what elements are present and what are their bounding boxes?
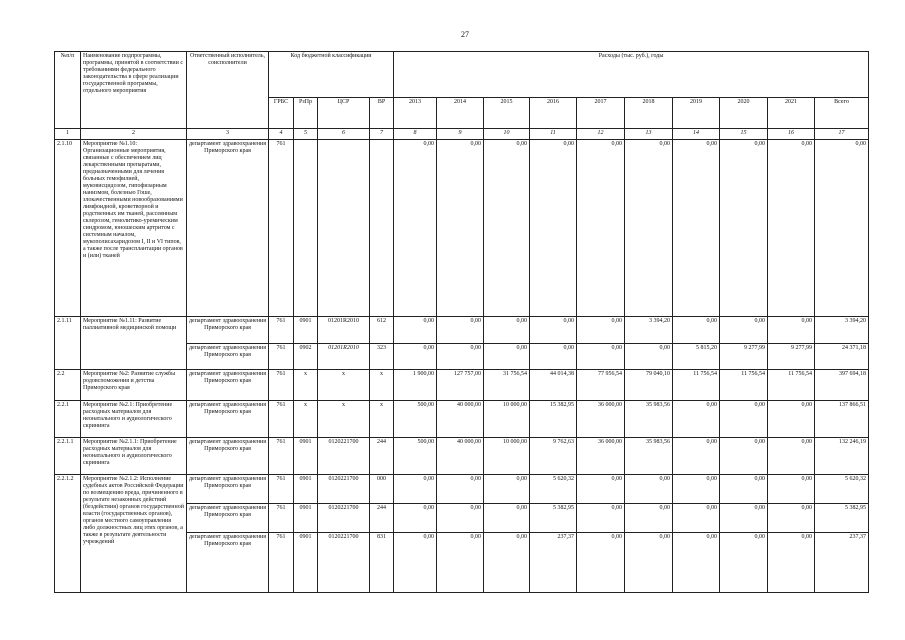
header-executor: Ответственный исполнитель, соисполнители	[187, 52, 269, 129]
col-index: 10	[484, 129, 530, 140]
col-index: 17	[815, 129, 869, 140]
row-executor: департамент здравоохранения Приморского края	[187, 344, 269, 370]
row-name: Мероприятие №2: Развитие службы родовспоможения и детства Приморского края	[81, 370, 187, 401]
row-grbs: 761	[269, 370, 294, 401]
col-index: 14	[673, 129, 720, 140]
col-index: 6	[318, 129, 370, 140]
row-value: 237,37	[530, 533, 577, 593]
row-grbs: 761	[269, 438, 294, 475]
row-rzpr: х	[294, 370, 318, 401]
row-vr: х	[370, 370, 394, 401]
col-index: 12	[577, 129, 625, 140]
row-value: 3 394,20	[815, 317, 869, 344]
budget-table	[54, 51, 869, 593]
row-rzpr: 0901	[294, 533, 318, 593]
row-value: 127 757,00	[437, 370, 484, 401]
row-csr: 0120221700	[318, 438, 370, 475]
header-year: 2014	[437, 98, 484, 129]
row-value: 0,00	[484, 504, 530, 533]
row-vr: 612	[370, 317, 394, 344]
header-year: 2015	[484, 98, 530, 129]
row-rzpr: 0901	[294, 317, 318, 344]
row-vr: 831	[370, 533, 394, 593]
row-value: 10 000,00	[484, 438, 530, 475]
row-num: 2.1.10	[55, 140, 81, 317]
col-index: 2	[81, 129, 187, 140]
row-executor: департамент здравоохранения Приморского края	[187, 140, 269, 317]
col-index: 7	[370, 129, 394, 140]
row-value: 0,00	[768, 504, 815, 533]
row-value: 0,00	[673, 401, 720, 438]
row-value: 0,00	[673, 438, 720, 475]
row-value: 31 756,54	[484, 370, 530, 401]
row-value: 0,00	[625, 344, 673, 370]
col-index: 5	[294, 129, 318, 140]
header-year: 2013	[394, 98, 437, 129]
row-value: 0,00	[577, 533, 625, 593]
row-value: 0,00	[720, 533, 768, 593]
row-value: 40 000,00	[437, 438, 484, 475]
row-value: 0,00	[577, 344, 625, 370]
row-value: 0,00	[530, 140, 577, 317]
row-value: 0,00	[437, 344, 484, 370]
row-value: 3 394,20	[625, 317, 673, 344]
table-row	[55, 370, 869, 401]
row-grbs: 761	[269, 504, 294, 533]
row-num: 2.2.1.1	[55, 438, 81, 475]
row-value: 0,00	[720, 401, 768, 438]
row-value: 11 756,54	[768, 370, 815, 401]
row-value: 0,00	[577, 475, 625, 504]
row-value: 15 382,95	[530, 401, 577, 438]
row-csr: 01201R2010	[318, 317, 370, 344]
row-rzpr	[294, 140, 318, 317]
row-value: 0,00	[673, 533, 720, 593]
row-name: Мероприятие №2.1.1: Приобретение расходных материалов для неонатального и аудиологического скрининга	[81, 438, 187, 475]
row-name: Мероприятие №2.1.2: Исполнение судебных актов Российской Федерации по возмещению вреда, причиненного в результате незаконных действий (бездействия) органов государственной власти (государственных органов), органов местного самоуправления либо должностных лиц этих органов, а также в результате деятельности учреждений	[81, 475, 187, 593]
row-value: 0,00	[437, 533, 484, 593]
row-value: 0,00	[577, 504, 625, 533]
row-value: 0,00	[720, 317, 768, 344]
row-value: 0,00	[394, 533, 437, 593]
row-value: 5 620,32	[530, 475, 577, 504]
row-csr: 0120221700	[318, 475, 370, 504]
row-value: 5 382,95	[530, 504, 577, 533]
header-year: 2021	[768, 98, 815, 129]
row-grbs: 761	[269, 344, 294, 370]
row-value: 0,00	[394, 317, 437, 344]
row-value: 0,00	[815, 140, 869, 317]
row-value: 237,37	[815, 533, 869, 593]
row-value: 10 000,00	[484, 401, 530, 438]
row-vr: 323	[370, 344, 394, 370]
col-index: 16	[768, 129, 815, 140]
row-value: 44 014,38	[530, 370, 577, 401]
page-number: 27	[461, 30, 469, 39]
row-executor: департамент здравоохранения Приморского края	[187, 401, 269, 438]
row-value: 0,00	[577, 140, 625, 317]
row-value: 0,00	[673, 317, 720, 344]
header-total: Всего	[815, 98, 869, 129]
row-value: 0,00	[768, 533, 815, 593]
row-executor: департамент здравоохранения Приморского края	[187, 504, 269, 533]
row-value: 24 371,18	[815, 344, 869, 370]
row-num: 2.2	[55, 370, 81, 401]
table-row	[55, 401, 869, 438]
table-row	[55, 140, 869, 317]
header-grbs: ГРБС	[269, 98, 294, 129]
row-value: 35 983,56	[625, 401, 673, 438]
row-vr	[370, 140, 394, 317]
row-vr: 244	[370, 438, 394, 475]
row-value: 0,00	[673, 504, 720, 533]
header-rzpr: РзПр	[294, 98, 318, 129]
row-grbs: 761	[269, 317, 294, 344]
row-value: 500,00	[394, 438, 437, 475]
header-year: 2017	[577, 98, 625, 129]
row-csr	[318, 140, 370, 317]
row-value: 77 956,54	[577, 370, 625, 401]
row-value: 0,00	[484, 475, 530, 504]
col-index: 1	[55, 129, 81, 140]
row-value: 0,00	[720, 475, 768, 504]
row-value: 0,00	[484, 533, 530, 593]
row-value: 0,00	[625, 504, 673, 533]
row-value: 0,00	[394, 344, 437, 370]
row-value: 5 382,95	[815, 504, 869, 533]
row-executor: департамент здравоохранения Приморского края	[187, 317, 269, 344]
table-row	[55, 317, 869, 344]
row-value: 0,00	[484, 317, 530, 344]
row-grbs: 761	[269, 475, 294, 504]
row-grbs: 761	[269, 533, 294, 593]
row-value: 0,00	[673, 475, 720, 504]
header-csr: ЦСР	[318, 98, 370, 129]
row-rzpr: 0902	[294, 344, 318, 370]
header-year: 2018	[625, 98, 673, 129]
row-executor: департамент здравоохранения Приморского края	[187, 370, 269, 401]
row-value: 0,00	[768, 401, 815, 438]
row-csr: 01201R2010	[318, 344, 370, 370]
row-vr: 000	[370, 475, 394, 504]
row-value: 40 000,00	[437, 401, 484, 438]
row-executor: департамент здравоохранения Приморского края	[187, 438, 269, 475]
row-executor: департамент здравоохранения Приморского края	[187, 475, 269, 504]
row-value: 79 040,10	[625, 370, 673, 401]
row-value: 0,00	[625, 533, 673, 593]
col-index: 11	[530, 129, 577, 140]
row-vr: х	[370, 401, 394, 438]
table-row	[55, 438, 869, 475]
row-rzpr: 0901	[294, 475, 318, 504]
row-value: 0,00	[720, 504, 768, 533]
row-value: 9 277,99	[720, 344, 768, 370]
row-value: 0,00	[484, 344, 530, 370]
table-row	[55, 475, 869, 504]
row-value: 137 866,51	[815, 401, 869, 438]
row-value: 11 756,54	[673, 370, 720, 401]
row-grbs: 761	[269, 401, 294, 438]
row-name: Мероприятие №1.10: Организационные мероприятия, связанные с обеспечением лиц лекарственными препаратами, предназначенными для лечения больных гемофилией, муковисцидозом, гипофизарным нанизмом, болезнью Гоше, злокачественными новообразованиями лимфоидной, кроветворной и родственных им тканей, рассеянным склерозом, гемолитико-уремическим синдромом, юношеским артритом с системным началом, мукополисахаридозом I, II и VI типов, а также после трансплантации органов и (или) тканей	[81, 140, 187, 317]
col-index: 9	[437, 129, 484, 140]
row-value: 0,00	[673, 140, 720, 317]
row-name: Мероприятие №1.11: Развитие паллиативной медицинской помощи	[81, 317, 187, 370]
row-csr: х	[318, 401, 370, 438]
row-value: 0,00	[530, 317, 577, 344]
row-value: 0,00	[768, 438, 815, 475]
row-csr: 0120221700	[318, 533, 370, 593]
row-value: 0,00	[720, 140, 768, 317]
col-index: 8	[394, 129, 437, 140]
row-value: 5 620,32	[815, 475, 869, 504]
row-value: 9 277,99	[768, 344, 815, 370]
row-num: 2.2.1	[55, 401, 81, 438]
row-name: Мероприятие №2.1: Приобретение расходных материалов для неонатального и аудиологического скрининга	[81, 401, 187, 438]
header-expenses: Расходы (тыс. руб.), годы	[394, 52, 869, 98]
row-vr: 244	[370, 504, 394, 533]
header-num: №п/п	[55, 52, 81, 129]
row-value: 0,00	[768, 475, 815, 504]
row-value: 0,00	[484, 140, 530, 317]
row-value: 132 246,19	[815, 438, 869, 475]
row-value: 0,00	[768, 140, 815, 317]
row-value: 0,00	[437, 317, 484, 344]
row-value: 0,00	[625, 140, 673, 317]
row-rzpr: 0901	[294, 438, 318, 475]
header-name: Наименование подпрограммы, программы, принятой в соответствии с требованиями федерального законодательства в сфере реализации государственной программы, отдельного мероприятия	[81, 52, 187, 129]
row-rzpr: 0901	[294, 504, 318, 533]
row-value: 0,00	[437, 504, 484, 533]
row-value: 35 983,56	[625, 438, 673, 475]
row-value: 500,00	[394, 401, 437, 438]
row-value: 0,00	[577, 317, 625, 344]
row-value: 397 694,18	[815, 370, 869, 401]
row-csr: х	[318, 370, 370, 401]
col-index: 15	[720, 129, 768, 140]
row-value: 1 900,00	[394, 370, 437, 401]
row-num: 2.1.11	[55, 317, 81, 370]
row-value: 0,00	[625, 475, 673, 504]
header-vr: ВР	[370, 98, 394, 129]
row-value: 0,00	[768, 317, 815, 344]
row-value: 11 756,54	[720, 370, 768, 401]
row-value: 0,00	[437, 475, 484, 504]
row-grbs: 761	[269, 140, 294, 317]
row-value: 0,00	[394, 140, 437, 317]
row-value: 0,00	[394, 504, 437, 533]
row-value: 5 815,20	[673, 344, 720, 370]
header-year: 2020	[720, 98, 768, 129]
row-value: 36 000,00	[577, 438, 625, 475]
header-year: 2019	[673, 98, 720, 129]
col-index: 13	[625, 129, 673, 140]
row-value: 9 762,63	[530, 438, 577, 475]
col-index: 3	[187, 129, 269, 140]
row-csr: 0120221700	[318, 504, 370, 533]
row-num: 2.2.1.2	[55, 475, 81, 593]
row-value: 0,00	[720, 438, 768, 475]
row-value: 36 000,00	[577, 401, 625, 438]
row-executor: департамент здравоохранения Приморского края	[187, 533, 269, 593]
row-rzpr: х	[294, 401, 318, 438]
header-budget-class: Код бюджетной классификации	[269, 52, 394, 98]
row-value: 0,00	[394, 475, 437, 504]
row-value: 0,00	[437, 140, 484, 317]
col-index: 4	[269, 129, 294, 140]
row-value: 0,00	[530, 344, 577, 370]
header-year: 2016	[530, 98, 577, 129]
